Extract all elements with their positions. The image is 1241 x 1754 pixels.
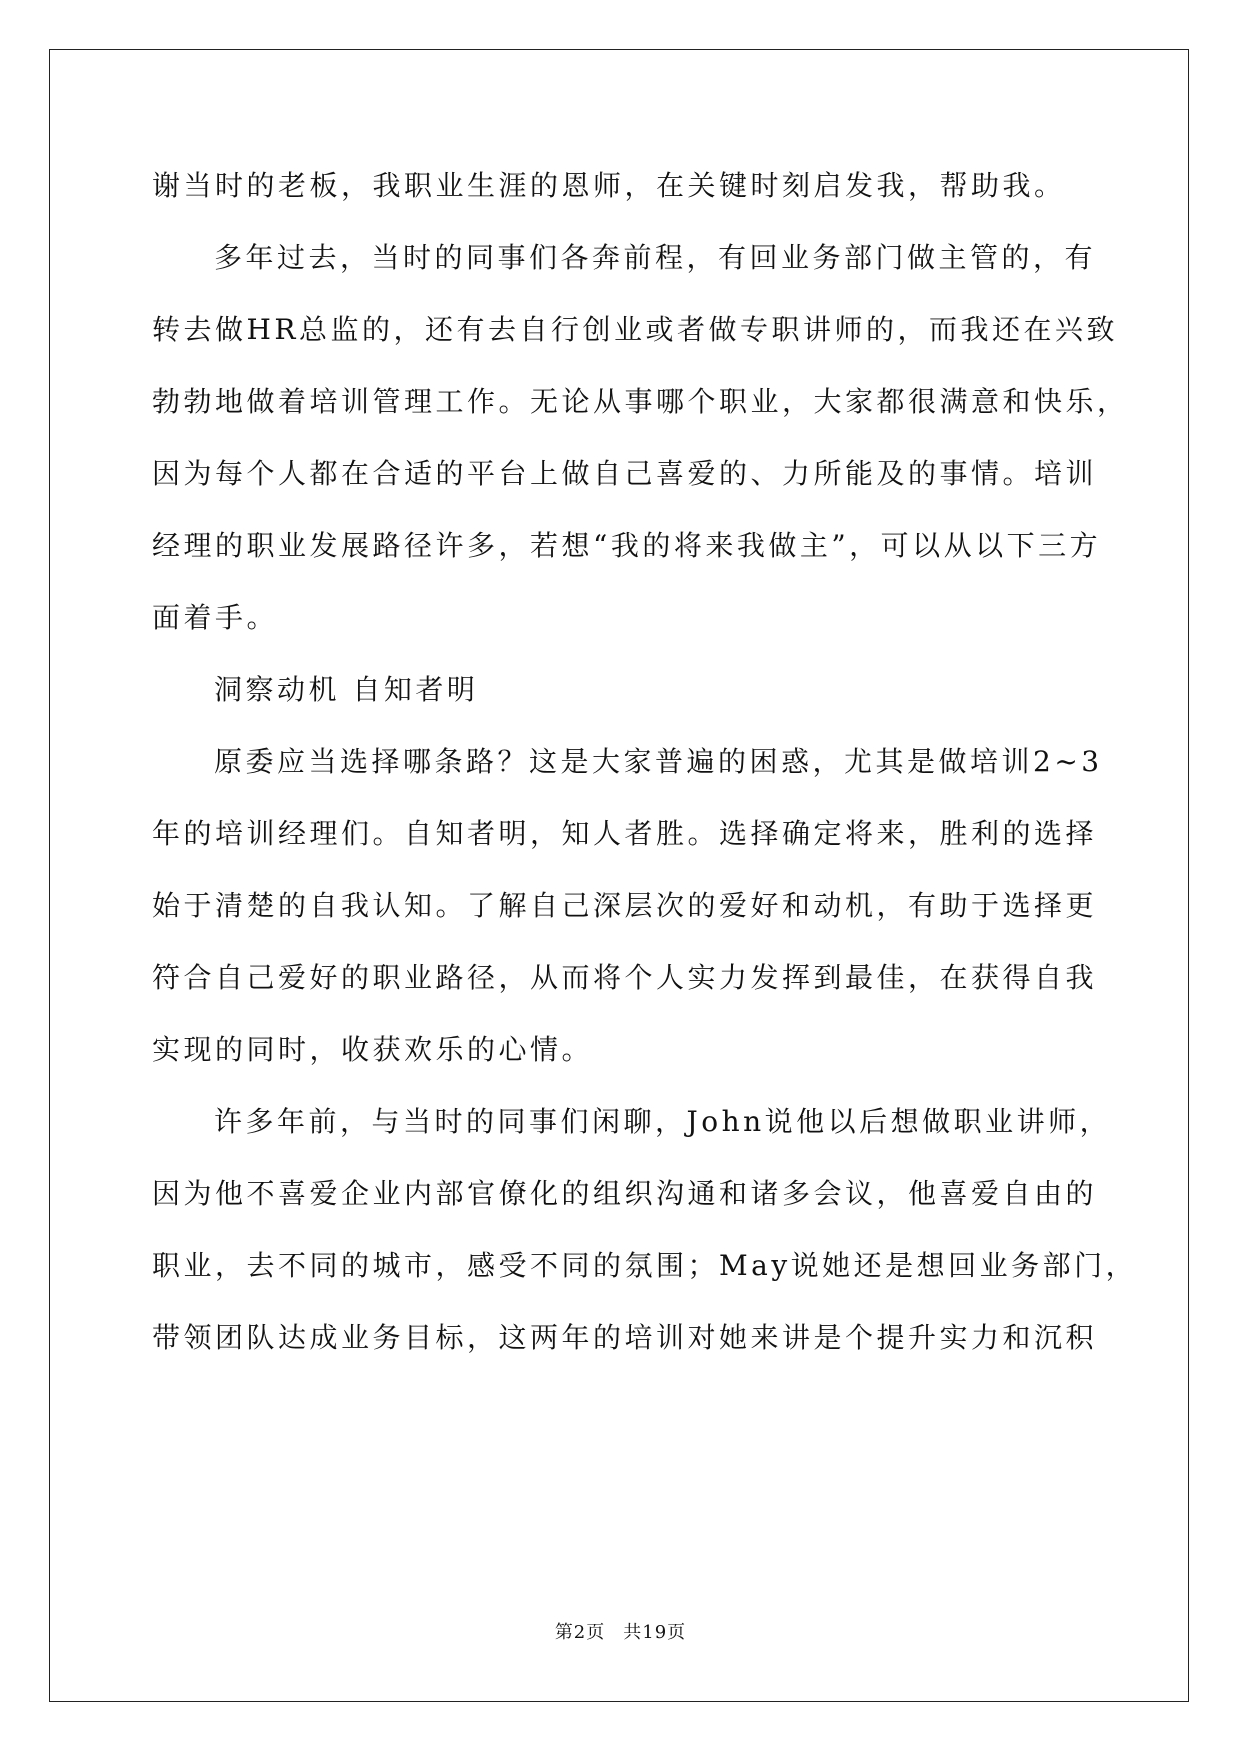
text-line: 带领团队达成业务目标，这两年的培训对她来讲是个提升实力和沉积 [152, 1321, 1098, 1354]
paragraph-start-line: 许多年前，与当时的同事们闲聊，John说他以后想做职业讲师， [214, 1105, 1112, 1138]
page-total: 共19页 [623, 1622, 687, 1643]
text-line: 谢当时的老板，我职业生涯的恩师，在关键时刻启发我，帮助我。 [152, 169, 1066, 202]
text-line: 始于清楚的自我认知。了解自己深层次的爱好和动机，有助于选择更 [152, 889, 1098, 922]
text-line: 因为他不喜爱企业内部官僚化的组织沟通和诸多会议，他喜爱自由的 [152, 1177, 1098, 1210]
text-line: 经理的职业发展路径许多，若想“我的将来我做主”，可以从以下三方 [152, 529, 1102, 562]
text-line: 职业，去不同的城市，感受不同的氛围；May说她还是想回业务部门， [152, 1249, 1138, 1282]
text-line: 符合自己爱好的职业路径，从而将个人实力发挥到最佳，在获得自我 [152, 961, 1098, 994]
paragraph-start-line: 原委应当选择哪条路？这是大家普遍的困惑，尤其是做培训2~3 [214, 745, 1103, 778]
text-line: 因为每个人都在合适的平台上做自己喜爱的、力所能及的事情。培训 [152, 457, 1098, 490]
text-line: 面着手。 [152, 601, 279, 634]
paragraph-start-line: 多年过去，当时的同事们各奔前程，有回业务部门做主管的，有 [214, 241, 1097, 274]
text-line: 勃勃地做着培训管理工作。无论从事哪个职业，大家都很满意和快乐， [152, 385, 1129, 418]
section-heading: 洞察动机 自知者明 [214, 673, 479, 706]
page-number: 第2页 [554, 1622, 606, 1643]
text-line: 实现的同时，收获欢乐的心情。 [152, 1033, 594, 1066]
text-line: 转去做HR总监的，还有去自行创业或者做专职讲师的，而我还在兴致 [152, 313, 1119, 346]
page-footer [0, 1618, 1241, 1644]
text-line: 年的培训经理们。自知者明，知人者胜。选择确定将来，胜利的选择 [152, 817, 1098, 850]
page-border [49, 49, 1189, 1702]
